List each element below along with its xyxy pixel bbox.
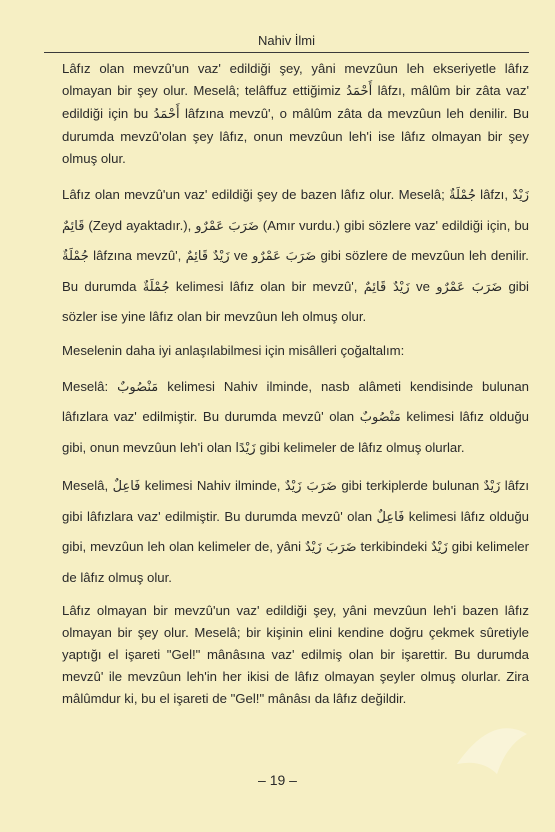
paragraph-text: Meselâ: bbox=[62, 378, 118, 394]
paragraph bbox=[62, 600, 529, 710]
paragraph-text: kelimesi lâfız olduğu gibi, onun mevzûun leh'i olan bbox=[62, 409, 529, 455]
arabic-term: ضَرَبَ زَيْدٌ bbox=[284, 479, 337, 494]
arabic-term: أَحْمَدُ bbox=[346, 84, 373, 99]
paragraph bbox=[62, 180, 529, 332]
paragraph-text: Lâfız olmayan bir mevzû'un vaz' edildiği şey, yâni mevzûun leh'i bazen lâfız olmayan bir şey olur. Meselâ; bir kişinin elini kendine doğru çekmek sûretiyle yaptığı el işareti "Gel!" mânâsına vaz' edilmiş olan bir işarettir. Bu durumda mevzû' ile mevzûun leh'in her ikisi de lâfız olmayan şeyler olmuş olurlar. Zira mâlûmdur ki, bu el işareti de "Gel!" mânâsı da lâfız değildir. bbox=[62, 603, 529, 706]
arabic-term: فَاعِلٌ bbox=[112, 479, 141, 494]
paragraph-text: Lâfız olan mevzû'un vaz' edildiği şey, yâni mevzûun leh ekseriyetle lâfız olmayan bir şey olur. Meselâ; telâffuz ettiğimiz bbox=[62, 61, 529, 98]
arabic-term: مَنْصُوبٌ bbox=[117, 379, 159, 395]
arabic-term: ضَرَبَ عَمْرٌو bbox=[252, 249, 317, 264]
paragraph-text: kelimesi Nahiv ilminde, nasb alâmeti kendisinde bulunan lâfızlara vaz' edilmiştir. Bu durumda mevzû' olan bbox=[62, 378, 529, 424]
arabic-term: مَنْصُوبٌ bbox=[359, 410, 401, 425]
paragraph bbox=[62, 471, 529, 592]
arabic-term: زَيْدٌ bbox=[483, 479, 501, 494]
header-title: Nahiv İlmi bbox=[257, 33, 316, 48]
paragraph-text: lâfzı, mâlûm bir zâta vaz' edildiği için bu bbox=[62, 83, 530, 121]
arabic-term: زَيْدًا bbox=[235, 440, 256, 456]
paragraph-text: lâfzı, bbox=[475, 187, 513, 202]
arabic-term: ضَرَبَ عَمْرٌو bbox=[436, 279, 503, 295]
paragraph bbox=[62, 58, 529, 170]
arabic-term: جُمْلَةٌ bbox=[449, 188, 476, 203]
paragraph-text: lâfzı gibi lâfızlara vaz' edilmiştir. Bu durumda mevzû' olan bbox=[62, 478, 529, 524]
paragraph-text: gibi kelimeler de lâfız olmuş olur. bbox=[62, 539, 529, 585]
paragraph-text: gibi sözlere de mevzûun leh denilir. Bu durumda bbox=[62, 248, 529, 294]
paragraph-text: kelimesi lâfız olan bir mevzû', bbox=[169, 278, 364, 294]
arabic-term: أَحْمَدُ bbox=[153, 107, 180, 122]
paragraph-text: lâfzına mevzû', o mâlûm zâta da mevzûun leh denilir. Bu durumda mevzû'olan şey lâfız, onun mevzûun leh'i ise lâfız olmayan bir şey olmuş olur. bbox=[62, 106, 529, 166]
arabic-term: جُمْلَةٌ bbox=[142, 279, 170, 295]
running-header bbox=[44, 30, 529, 53]
watermark-logo-icon bbox=[447, 704, 537, 784]
paragraph-text: Meselenin daha iyi anlaşılabilmesi için misâlleri çoğaltalım: bbox=[62, 342, 405, 358]
paragraph-text: Meselâ, bbox=[62, 478, 113, 493]
paragraph-text: (Amır vurdu.) gibi sözlere vaz' edildiği için, bu bbox=[258, 217, 530, 233]
paragraph-text: gibi kelimeler de lâfız olmuş olurlar. bbox=[255, 439, 465, 455]
arabic-term: زَيْدٌ قَائِمٌ bbox=[62, 188, 530, 234]
paragraph-text: ve bbox=[229, 248, 253, 263]
paragraph-text: ve bbox=[409, 278, 437, 294]
arabic-term: جُمْلَةٌ bbox=[62, 249, 89, 264]
arabic-term: فَاعِلٌ bbox=[376, 509, 405, 525]
paragraph-text: (Zeyd ayaktadır.), bbox=[84, 217, 196, 233]
arabic-term: زَيْدٌ قَائِمٌ bbox=[363, 279, 410, 295]
arabic-term: زَيْدٌ bbox=[431, 540, 448, 555]
paragraph-text: gibi sözler ise yine lâfız olan bir mevzûun leh olmuş olur. bbox=[62, 278, 529, 324]
paragraph bbox=[62, 372, 529, 464]
paragraph-text: terkibindeki bbox=[356, 539, 432, 554]
arabic-term: ضَرَبَ زَيْدٌ bbox=[304, 540, 357, 555]
body-text bbox=[62, 58, 529, 720]
paragraph-text: Lâfız olan mevzû'un vaz' edildiği şey de bazen lâfız olur. Meselâ; bbox=[62, 187, 450, 202]
arabic-term: ضَرَبَ عَمْرٌو bbox=[195, 218, 259, 234]
paragraph-text: lâfzına mevzû', bbox=[88, 248, 186, 263]
arabic-term: زَيْدٌ قَائِمٌ bbox=[185, 249, 230, 264]
paragraph-text: kelimesi lâfız olduğu gibi, mevzûun leh olan kelimeler de, yâni bbox=[62, 508, 529, 554]
paragraph-text: gibi terkiplerde bulunan bbox=[336, 478, 484, 493]
paragraph-text: kelimesi Nahiv ilminde, bbox=[140, 478, 285, 493]
paragraph bbox=[62, 340, 529, 362]
page-number: – 19 – bbox=[258, 772, 297, 788]
